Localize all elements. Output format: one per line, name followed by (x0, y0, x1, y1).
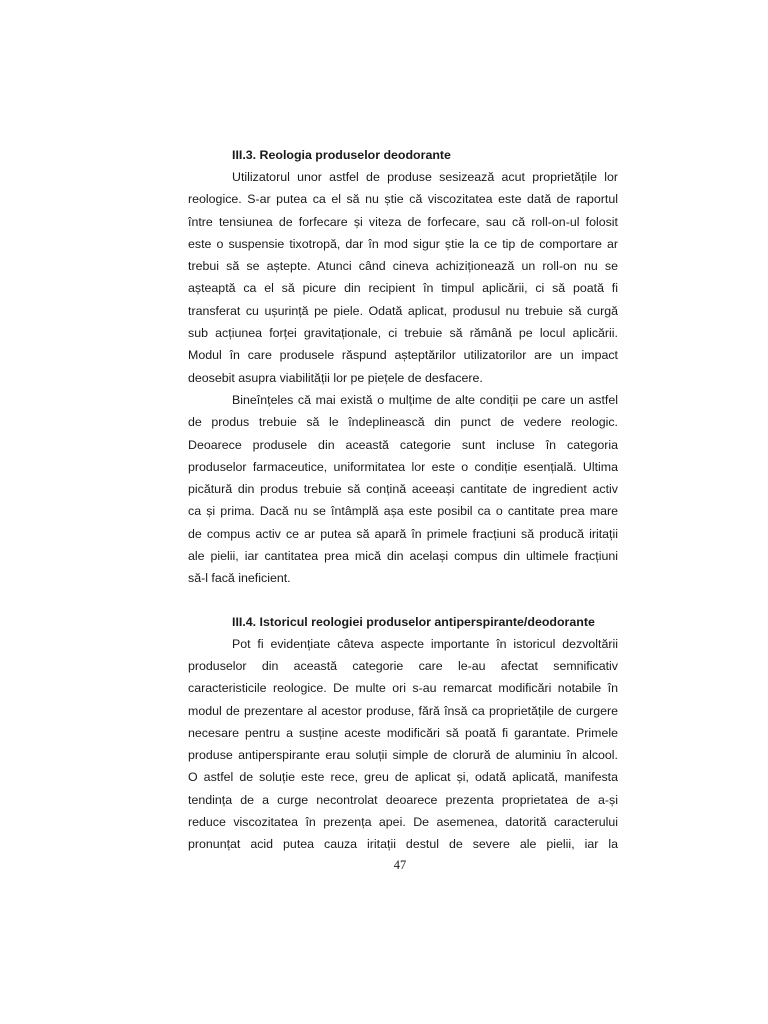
text-line: transferat cu ușurință pe piele. Odată aplicat, produsul nu trebuie să curgă (188, 303, 618, 318)
text-line: de produs trebuie să le îndeplinească din punct de vedere reologic. (188, 415, 618, 430)
text-line: așteaptă ca el să picure din recipient în timpul aplicării, ci să poată fi (188, 281, 618, 296)
text-line: produselor din această categorie care le-au afectat semnificativ (188, 658, 618, 673)
text-line: Pot fi evidențiate câteva aspecte importante în istoricul dezvoltării (232, 636, 618, 651)
text-line: reologice. S-ar putea ca el să nu știe că viscozitatea este dată de raportul (188, 192, 618, 207)
text-line: ca și prima. Dacă nu se întâmplă așa este posibil ca o cantitate prea mare (188, 504, 618, 519)
text-line: să-l facă ineficient. (188, 571, 291, 586)
text-line: tendința de a curge necontrolat deoarece prezenta proprietatea de a-și (188, 792, 618, 807)
text-line: modul de prezentare al acestor produse, fără însă ca proprietățile de curgere (188, 703, 618, 718)
text-line: de compus activ ce ar putea să apară în primele fracțiuni să producă iritații (188, 526, 618, 541)
paragraph (188, 633, 618, 856)
section-gap (188, 590, 618, 611)
text-line: reduce viscozitatea în prezența apei. De asemenea, datorită caracterului (188, 815, 618, 830)
text-line: ale pielii, iar cantitatea prea mică din același compus din ultimele fracțiuni (188, 549, 618, 564)
section-heading: III.3. Reologia produselor deodorante (232, 148, 451, 162)
section-heading: III.4. Istoricul reologiei produselor antiperspirante/deodorante (232, 614, 595, 629)
text-line: trebui să se aștepte. Atunci când cineva achiziționează un roll-on nu se (188, 259, 618, 274)
text-line: caracteristicile reologice. De multe ori s-au remarcat modificări notabile în (188, 681, 618, 696)
text-line: deosebit asupra viabilității lor pe piețele de desfacere. (188, 370, 483, 385)
text-line: necesare pentru a susține aceste modificări să poată fi garantate. Primele (188, 725, 618, 740)
page-number: 47 (393, 858, 407, 872)
text-line: este o suspensie tixotropă, dar în mod sigur știe la ce tip de comportare ar (188, 236, 618, 251)
paragraph (188, 389, 618, 590)
text-line: O astfel de soluție este rece, greu de aplicat și, odată aplicată, manifesta (188, 770, 618, 785)
text-line: Deoarece produsele din această categorie sunt incluse în categoria (188, 437, 618, 452)
text-line: Utilizatorul unor astfel de produse sesizează acut proprietățile lor (232, 170, 618, 184)
text-line: sub acțiunea forței gravitaționale, ci trebuie să rămână pe locul aplicării. (188, 326, 618, 341)
text-line: produse antiperspirante erau soluții simple de clorură de aluminiu în alcool. (188, 748, 618, 763)
text-line: Bineînțeles că mai există o mulțime de alte condiții pe care un astfel (232, 392, 618, 407)
text-line: între tensiunea de forfecare și viteza de forfecare, sau că roll-on-ul folosit (188, 214, 618, 229)
page-body (188, 144, 618, 856)
text-line: picătură din produs trebuie să conțină aceeași cantitate de ingredient activ (188, 482, 618, 497)
text-line: produselor farmaceutice, uniformitatea lor este o condiție esențială. Ultima (188, 459, 618, 474)
text-line: Modul în care produsele răspund așteptărilor utilizatorilor are un impact (188, 348, 618, 363)
text-line: pronunțat acid putea cauza iritații destul de severe ale pielii, iar la (188, 837, 618, 852)
paragraph (188, 166, 618, 389)
